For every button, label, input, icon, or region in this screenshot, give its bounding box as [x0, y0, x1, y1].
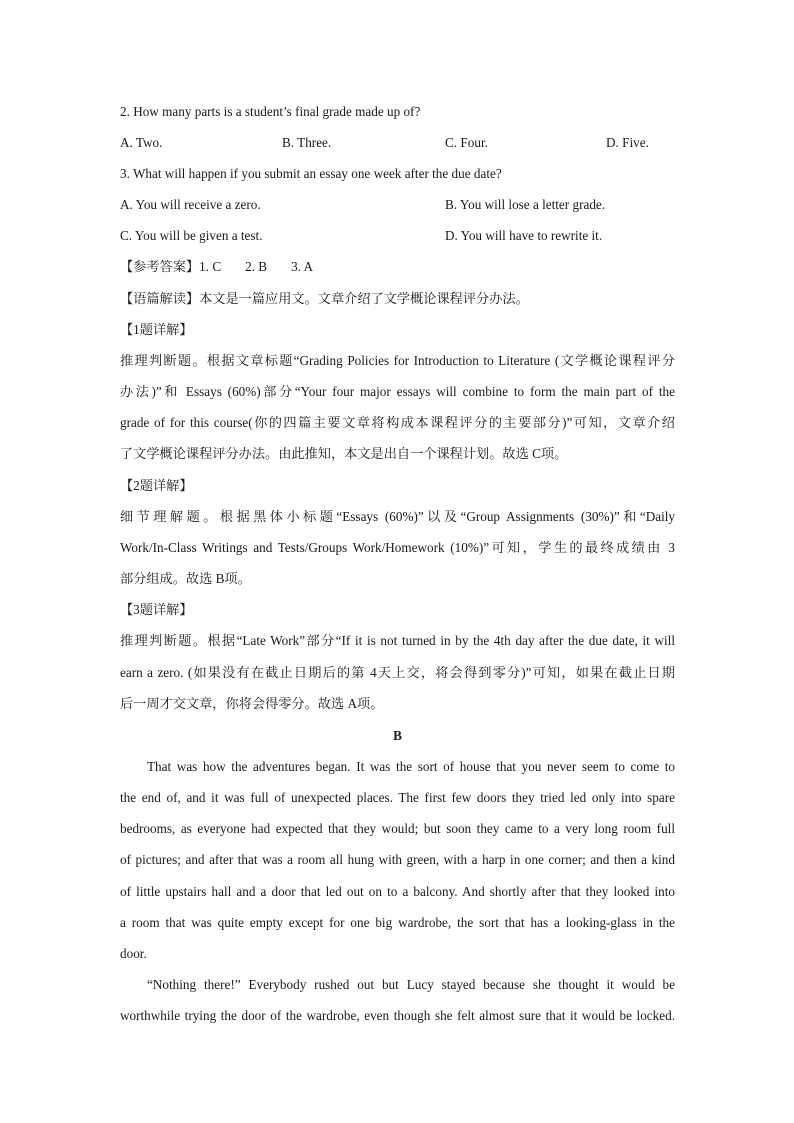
passage-line: a room that was quite empty except for one big wardrobe, the sort that has a looking-glass in the — [120, 915, 675, 930]
passage-line: “Nothing there!” Everybody rushed out but Lucy stayed because she thought it would be — [147, 977, 675, 992]
passage-line: bedrooms, as everyone had expected that they would; but soon they came to a very long room full — [120, 821, 675, 836]
q3-option-d: D. You will have to rewrite it. — [445, 228, 603, 243]
answer-item: 1. C — [199, 259, 222, 274]
q3-explanation-line: 推理判断题。根据“Late Work”部分“If it is not turned in by the 4th day after the due date, it will — [120, 633, 675, 648]
q3-explanation-line: 后一周才交文章，你将会得零分。故选 A项。 — [120, 696, 384, 711]
question-2-stem: 2. How many parts is a student’s final grade made up of? — [120, 104, 421, 119]
q2-option-d: D. Five. — [606, 135, 649, 150]
q2-option-a: A. Two. — [120, 135, 163, 150]
answer-key — [120, 258, 675, 276]
q3-explanation-heading: 【3题详解】 — [120, 602, 193, 617]
q2-explanation-line: 细节理解题。根据黑体小标题“Essays (60%)”以及“Group Assignments (30%)”和“Daily — [120, 509, 675, 524]
q1-explanation-line: grade of for this course(你的四篇主要文章将构成本课程评分的主要部分)”可知，文章介绍 — [120, 415, 675, 430]
q1-explanation-heading: 【1题详解】 — [120, 322, 193, 337]
q3-explanation-line: earn a zero. (如果没有在截止日期后的第 4天上交，将会得到零分)”可知，如果在截止日期 — [120, 665, 675, 680]
q2-option-b: B. Three. — [282, 135, 332, 150]
q1-explanation-line: 了文学概论课程评分办法。由此推知，本文是出自一个课程计划。故选 C项。 — [120, 446, 568, 461]
q3-option-a: A. You will receive a zero. — [120, 197, 261, 212]
passage-line: worthwhile trying the door of the wardrobe, even though she felt almost sure that it would be locked. — [120, 1008, 675, 1023]
q1-explanation-line: 推理判断题。根据文章标题“Grading Policies for Introduction to Literature (文学概论课程评分 — [120, 353, 675, 368]
q2-explanation-heading: 【2题详解】 — [120, 478, 193, 493]
q2-explanation-line: 部分组成。故选 B项。 — [120, 571, 251, 586]
q1-explanation-line: 办法)”和 Essays (60%)部分“Your four major essays will combine to form the main part of the — [120, 384, 675, 399]
passage-line: the end of, and it was full of unexpected places. The first few doors they tried led only into spare — [120, 790, 675, 805]
q3-option-c: C. You will be given a test. — [120, 228, 263, 243]
passage-line: door. — [120, 946, 147, 961]
passage-summary: 【语篇解读】本文是一篇应用文。文章介绍了文学概论课程评分办法。 — [120, 291, 529, 306]
q2-explanation-line: Work/In-Class Writings and Tests/Groups Work/Homework (10%)”可知，学生的最终成绩由 3 — [120, 540, 675, 555]
q2-option-c: C. Four. — [445, 135, 488, 150]
question-3-stem: 3. What will happen if you submit an essay one week after the due date? — [120, 166, 502, 181]
q3-option-b: B. You will lose a letter grade. — [445, 197, 606, 212]
section-heading: B — [393, 728, 402, 743]
answer-item: 3. A — [291, 259, 314, 274]
passage-line: That was how the adventures began. It was the sort of house that you never seem to come to — [147, 759, 675, 774]
passage-line: of little upstairs hall and a door that led out on to a balcony. And shortly after that they looked into — [120, 884, 675, 899]
answer-item: 2. B — [245, 259, 268, 274]
answer-key-label: 【参考答案】 — [120, 259, 200, 274]
passage-line: of pictures; and after that was a room all hung with green, with a harp in one corner; and then a kind — [120, 852, 675, 867]
